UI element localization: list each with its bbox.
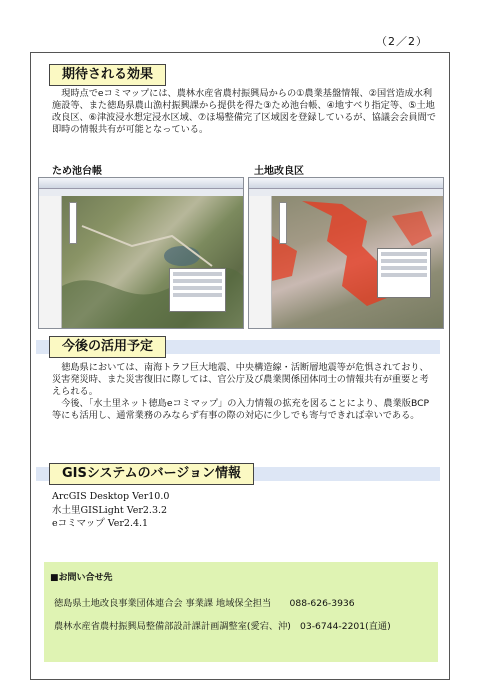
section-heading-gis: GISシステムのバージョン情報 bbox=[49, 463, 254, 485]
gis-version-arcgis: ArcGIS Desktop Ver10.0 bbox=[52, 491, 170, 502]
effects-paragraph bbox=[52, 88, 436, 136]
contact-line-2: 農林水産省農村振興局整備部設計課計画調整室(愛宕、沖) 03-6744-2201(直通) bbox=[54, 621, 391, 632]
plans-paragraph-1: 徳島県においては、南海トラフ巨大地震、中央構造線・活断層地震等が危惧されており、災害発災時、また災害復旧に際しては、官公庁及び農業関係団体同士の情報共有が重要と考えられる。 bbox=[52, 362, 429, 397]
caption-tameike: ため池台帳 bbox=[52, 166, 102, 177]
plans-paragraph-2: 今後、「水土里ネット徳島eコミマップ」の入力情報の拡充を図ることにより、農業版BCP等にも活用し、通常業務のみならず有事の際の対応に少しでも寄与できれば幸いである。 bbox=[52, 398, 430, 421]
page-number: （2／2） bbox=[376, 35, 428, 48]
contact-heading: ■お問い合せ先 bbox=[50, 573, 113, 583]
section-heading-effects: 期待される効果 bbox=[49, 64, 166, 86]
screenshot-tochikairyoku-map bbox=[248, 177, 444, 329]
contact-line-1: 徳島県土地改良事業団体連合会 事業課 地域保全担当 088-626-3936 bbox=[54, 598, 355, 609]
section-heading-plans: 今後の活用予定 bbox=[49, 336, 166, 358]
contact-box bbox=[44, 562, 438, 662]
plans-paragraphs bbox=[52, 362, 436, 422]
caption-tochikairyoku: 土地改良区 bbox=[254, 166, 304, 177]
effects-body: 現時点でeコミマップには、農林水産省農村振興局からの①農業基盤情報、②国営造成水利施設等、また徳島県農山漁村振興課から提供を得た③ため池台帳、④地すべり指定等、⑤土地改良区、⑥津波浸水想定浸水区域、⑦ほ場整備完了区域図を登録しているが、協議会会員間で即時の情報共有が可能となっている。 bbox=[52, 88, 436, 135]
gis-version-midori: 水土里GISLight Ver2.3.2 bbox=[52, 504, 168, 516]
screenshot-tameike-map bbox=[38, 177, 244, 329]
gis-version-list bbox=[52, 490, 169, 531]
gis-version-ecomi: eコミマップ Ver2.4.1 bbox=[52, 518, 149, 529]
